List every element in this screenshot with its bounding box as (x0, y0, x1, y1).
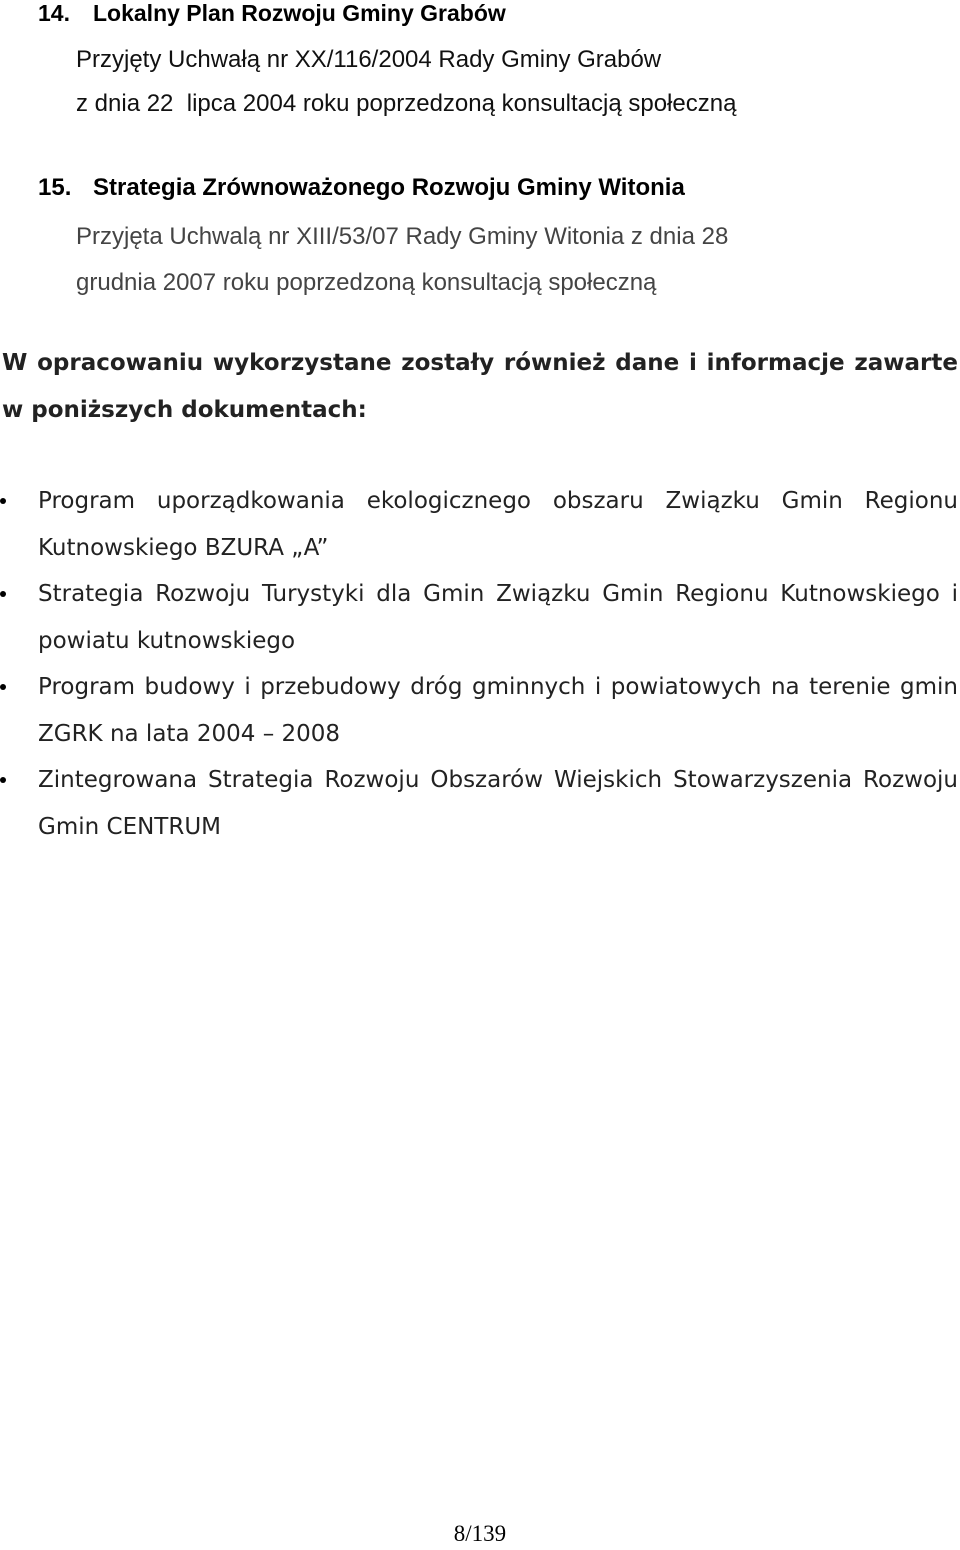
section-heading (38, 168, 938, 208)
bullet-icon (0, 777, 6, 783)
section-body (38, 214, 938, 306)
intro-paragraph: W opracowaniu wykorzystane zostały również dane i informacje zawarte w poniższych dokumentach: (2, 350, 958, 423)
section-title: Strategia Zrównoważonego Rozwoju Gminy Witonia (93, 174, 685, 201)
section-line: Przyjęta Uchwalą nr XIII/53/07 Rady Gminy Witonia z dnia 28 (76, 223, 729, 250)
bullet-icon (0, 498, 6, 504)
section-number: 15. (38, 174, 72, 201)
bullet-icon (0, 591, 6, 597)
section-body (38, 38, 938, 126)
section-item-15 (38, 168, 938, 306)
list-item-text: Program budowy i przebudowy dróg gminnych i powiatowych na terenie gmin ZGRK na lata 2004 – 2008 (38, 674, 958, 747)
section-number: 14. (38, 0, 70, 26)
section-line: Przyjęty Uchwałą nr XX/116/2004 Rady Gminy Grabów (76, 46, 662, 73)
list-item-text: Zintegrowana Strategia Rozwoju Obszarów Wiejskich Stowarzyszenia Rozwoju Gmin CENTRUM (38, 767, 958, 840)
list-item (0, 571, 960, 664)
list-item-text: Program uporządkowania ekologicznego obszaru Związku Gmin Regionu Kutnowskiego BZURA „A” (38, 488, 958, 561)
list-item (0, 478, 960, 571)
list-item (0, 664, 960, 757)
list-item (0, 757, 960, 850)
list-item-text: Strategia Rozwoju Turystyki dla Gmin Związku Gmin Regionu Kutnowskiego i powiatu kutnowskiego (38, 581, 958, 654)
section-item-14 (38, 0, 938, 126)
section-line: z dnia 22 lipca 2004 roku poprzedzoną konsultacją społeczną (76, 90, 737, 117)
documents-list (0, 478, 960, 850)
section-heading (38, 0, 938, 26)
section-line: grudnia 2007 roku poprzedzoną konsultacją społeczną (76, 269, 657, 296)
bullet-icon (0, 684, 6, 690)
section-title: Lokalny Plan Rozwoju Gminy Grabów (93, 0, 506, 26)
page-number: 8/139 (453, 1521, 507, 1546)
